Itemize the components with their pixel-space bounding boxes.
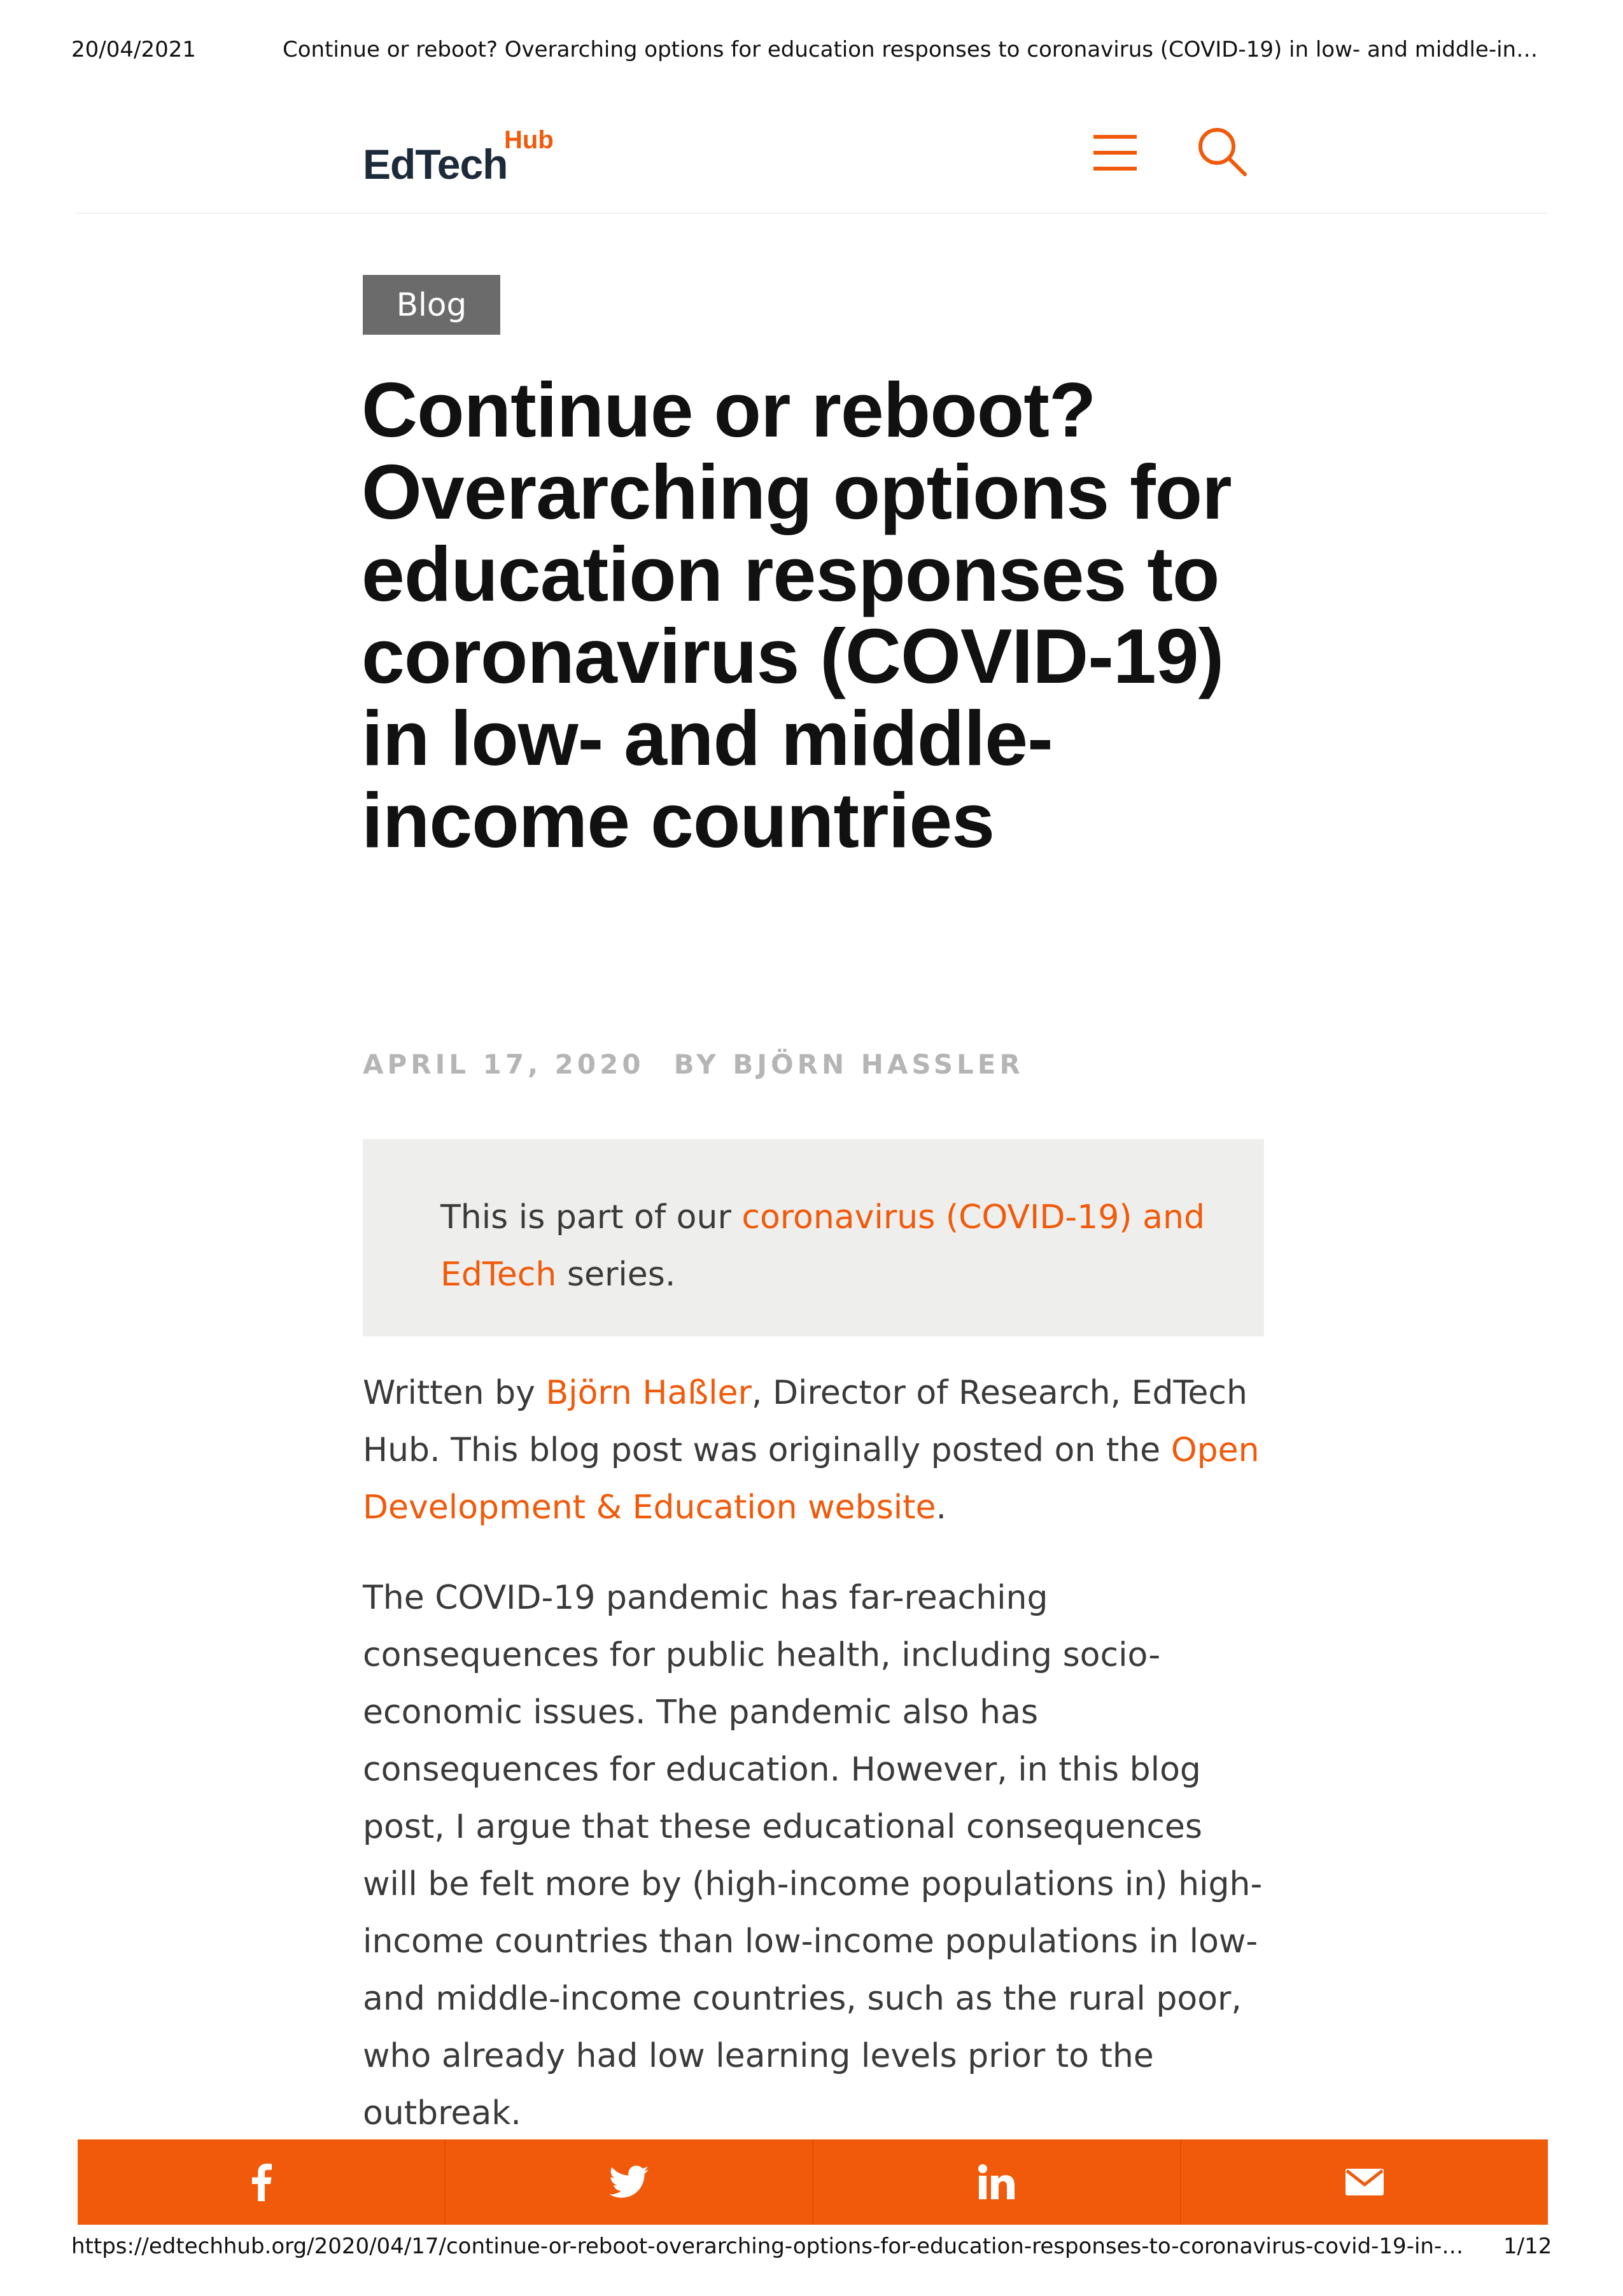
hamburger-menu-icon[interactable] xyxy=(1090,127,1141,178)
share-bar xyxy=(78,2139,1548,2225)
series-link[interactable]: coronavirus (COVID-19) and EdTech xyxy=(440,1198,1205,1294)
author-link[interactable]: Björn Haßler xyxy=(545,1374,752,1412)
logo-hub-superscript: Hub xyxy=(504,126,554,154)
print-url: https://edtechhub.org/2020/04/17/continue-or-reboot-overarching-options-for-education-responses-to-coronavirus-covid-19-in-… xyxy=(71,2234,1464,2259)
twitter-share-button[interactable] xyxy=(446,2139,813,2225)
print-page-number: 1/12 xyxy=(1503,2234,1552,2259)
body-paragraph: The COVID-19 pandemic has far-reaching consequences for public health, including socio-economic issues. The pandemic also has consequences for education. However, in this blog post, I argue that these educational consequences will be felt more by (high-income populations in) high-income countries than low-income populations in low- and middle-income countries, such as the rural poor, who already had low learning levels prior to the outbreak. xyxy=(363,1579,1263,2132)
print-footer xyxy=(0,2234,1623,2265)
callout-text: This is part of our coronavirus (COVID-19) and EdTech series. xyxy=(440,1198,1205,1294)
site-header xyxy=(0,115,1623,216)
article-date: APRIL 17, 2020 xyxy=(363,1049,645,1080)
series-callout xyxy=(363,1139,1264,1336)
article-title: Continue or reboot? Overarching options for education responses to coronavirus (COVID-19) in low- and middle-income countries xyxy=(362,367,1232,864)
email-share-button[interactable] xyxy=(1181,2139,1548,2225)
linkedin-share-button[interactable] xyxy=(813,2139,1181,2225)
intro-paragraph: Written by Björn Haßler, Director of Research, EdTech Hub. This blog post was originally posted on the Open Development & Education website. xyxy=(363,1374,1260,1527)
source-website-link[interactable]: Open Development & Education website xyxy=(363,1431,1260,1527)
logo-wordmark: EdTech xyxy=(363,141,508,188)
facebook-icon xyxy=(248,2163,274,2201)
article-meta xyxy=(363,1049,1024,1080)
header-divider xyxy=(76,213,1547,214)
search-icon[interactable] xyxy=(1194,123,1251,181)
email-icon xyxy=(1345,2168,1384,2196)
print-page-title: Continue or reboot? Overarching options for education responses to coronavirus (COVID-19) in low- and middle-in… xyxy=(283,37,1538,62)
linkedin-icon xyxy=(978,2164,1016,2200)
print-date: 20/04/2021 xyxy=(71,37,196,62)
category-badge[interactable]: Blog xyxy=(363,275,500,335)
print-header xyxy=(0,37,1623,69)
facebook-share-button[interactable] xyxy=(78,2139,446,2225)
article-byline: BY BJÖRN HASSLER xyxy=(673,1049,1024,1080)
twitter-icon xyxy=(609,2166,649,2199)
